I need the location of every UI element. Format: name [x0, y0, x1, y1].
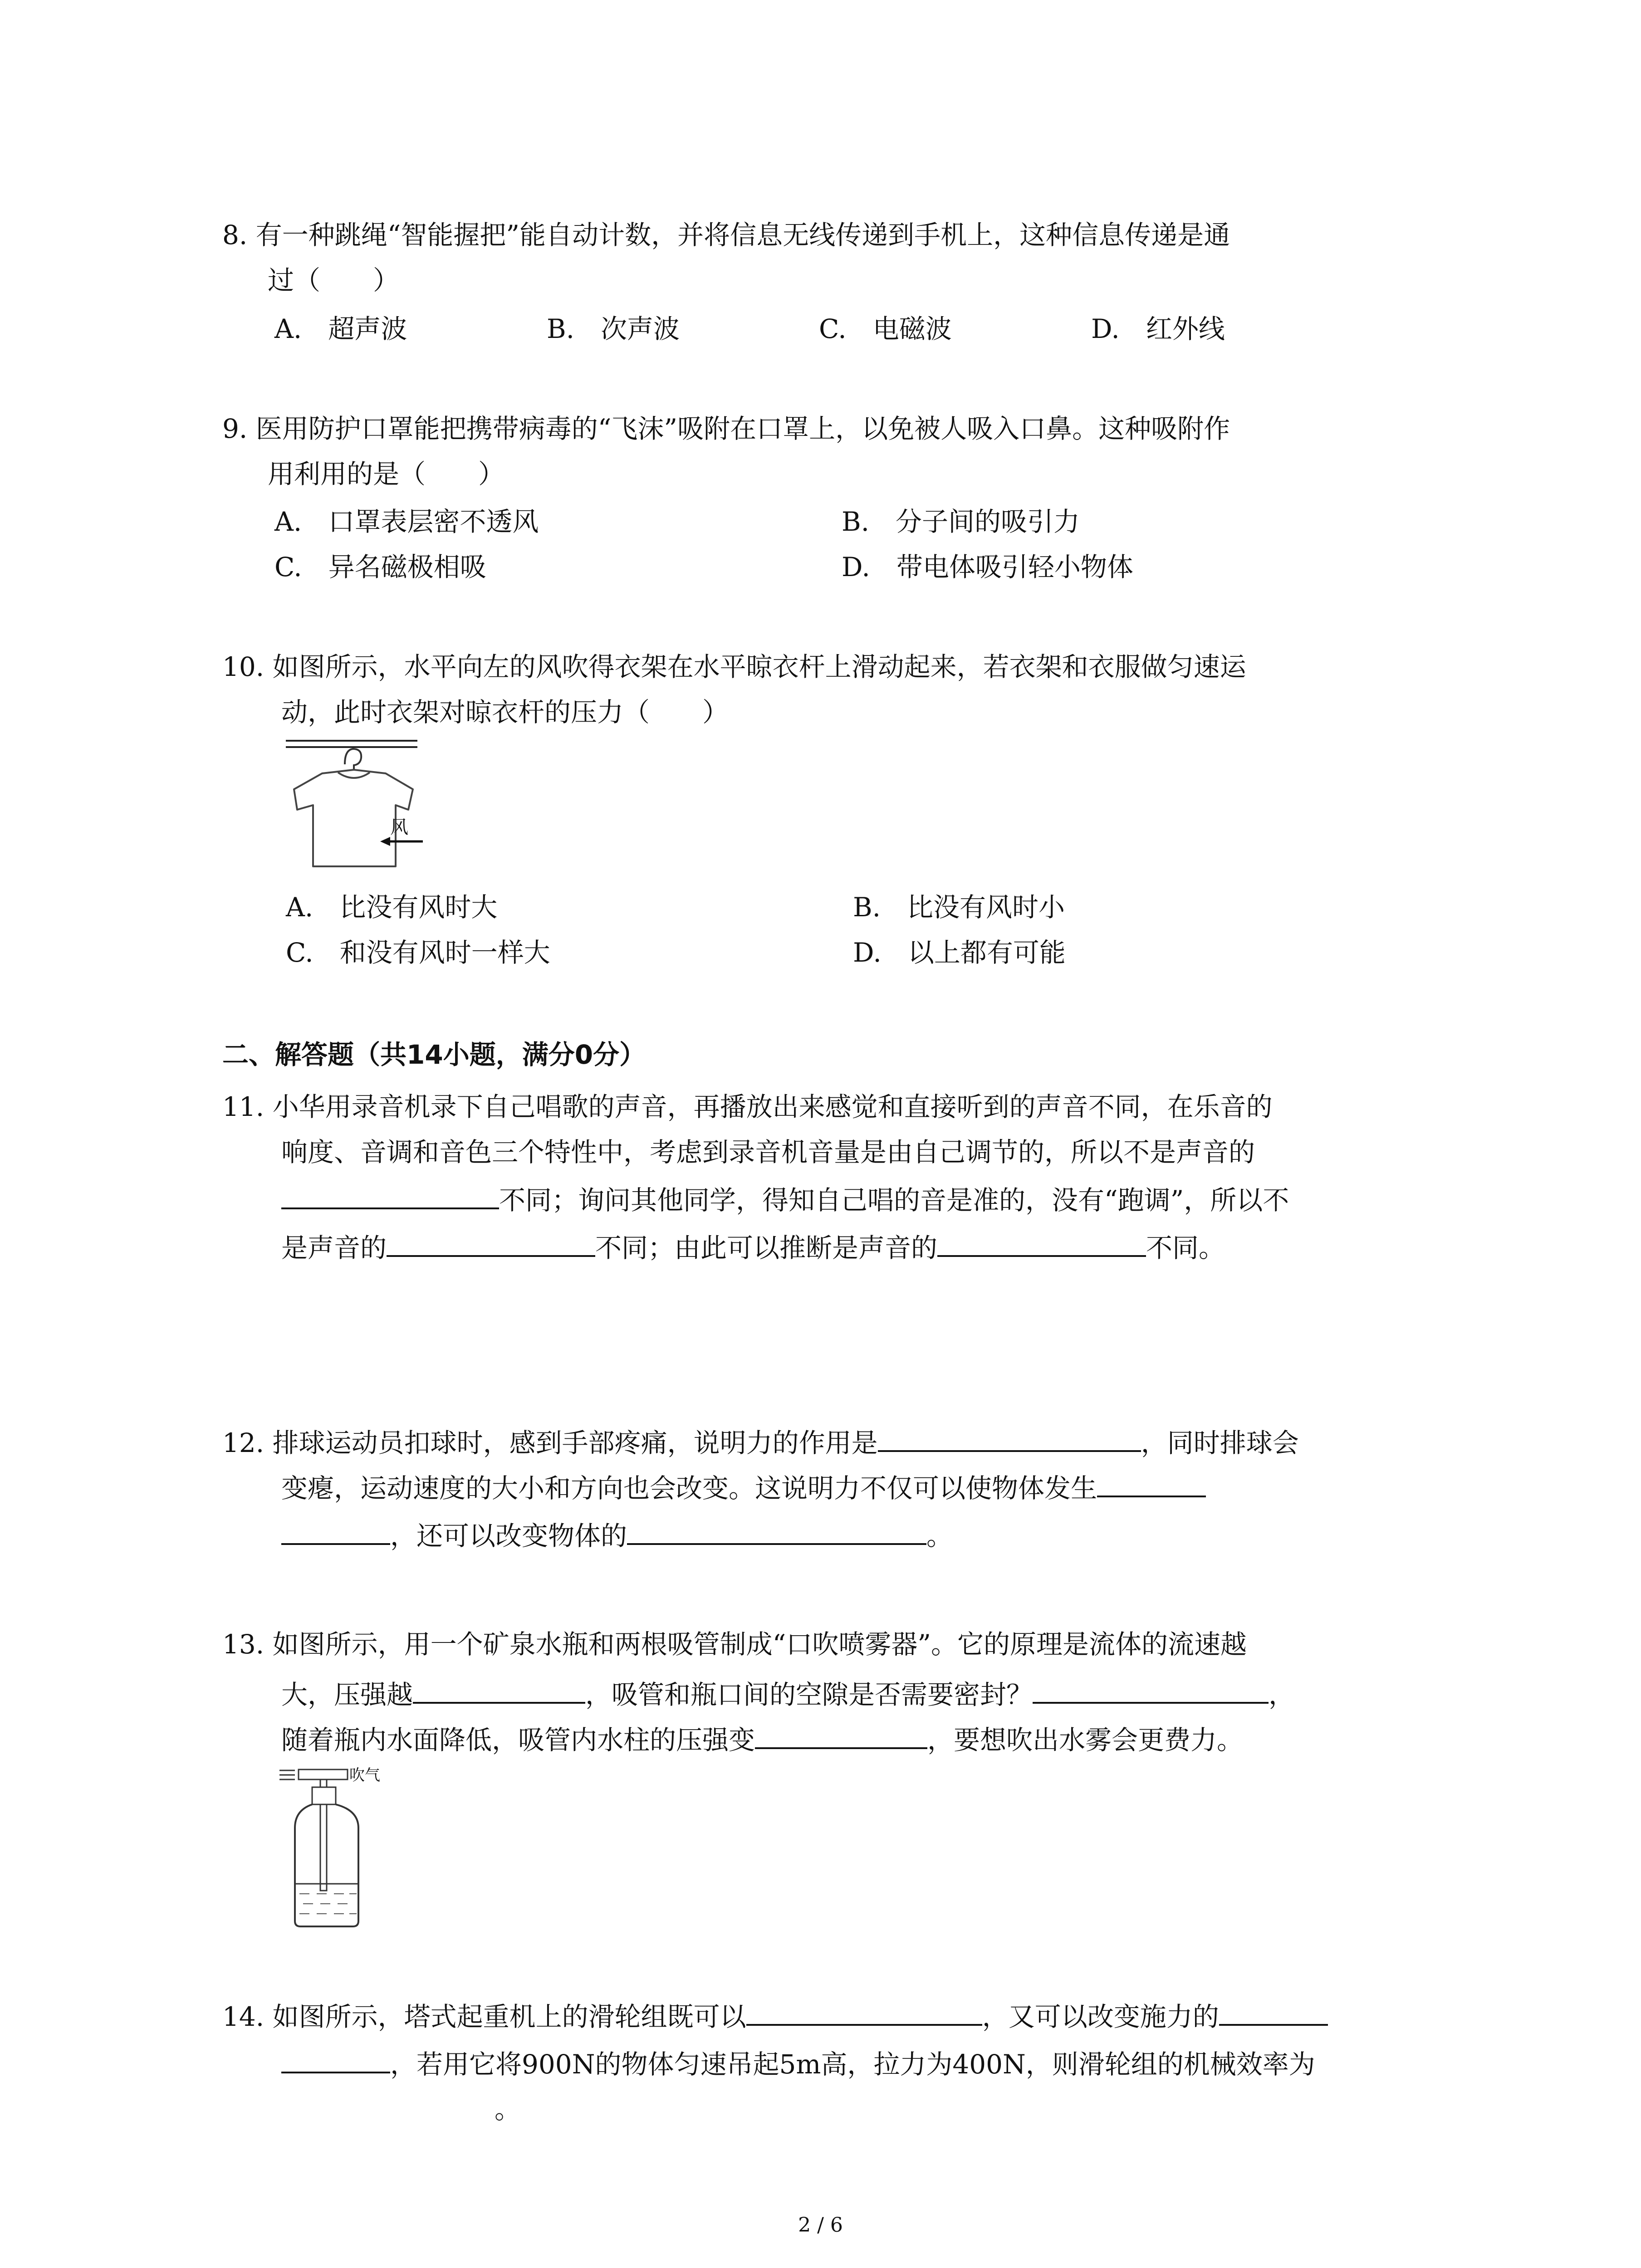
q11-stem-line2: 响度、音调和音色三个特性中，考虑到录音机音量是由自己调节的，所以不是声音的 — [281, 1137, 1255, 1168]
q13-stem-line3 — [281, 1719, 1243, 1758]
q13-blank-2[interactable] — [1033, 1674, 1269, 1704]
q13-text-3b: ，要想吹出水雾会更费力。 — [927, 1725, 1244, 1755]
q14-blank-2b[interactable] — [281, 2043, 390, 2073]
q11-text-4a: 是声音的 — [281, 1232, 387, 1263]
q8-stem-line2: 过（ ） — [268, 265, 400, 296]
q11-blank-2[interactable] — [387, 1227, 595, 1257]
q12-blank-2b[interactable] — [281, 1515, 390, 1545]
q11-text-3b: 不同；询问其他同学，得知自己唱的音是准的，没有“跑调”，所以不 — [499, 1185, 1289, 1216]
q10-option-c[interactable]: C. 和没有风时一样大 — [286, 937, 550, 968]
q9-option-b[interactable]: B. 分子间的吸引力 — [842, 506, 1080, 537]
q9-option-a[interactable]: A. 口罩表层密不透风 — [274, 506, 539, 537]
q11-stem-line3 — [281, 1179, 1289, 1218]
q9-stem-line2: 用利用的是（ ） — [268, 459, 505, 489]
q10-option-d[interactable]: D. 以上都有可能 — [853, 937, 1066, 968]
q14-text-1b: ，又可以改变施力的 — [982, 2001, 1219, 2032]
q8-option-b[interactable]: B. 次声波 — [547, 313, 680, 344]
q8-option-c[interactable]: C. 电磁波 — [819, 313, 952, 344]
q11-text-4c: 不同。 — [1146, 1232, 1225, 1263]
q13-text-2c: ， — [1269, 1679, 1295, 1710]
q14-stem-line1 — [222, 1996, 1328, 2035]
q9-stem-line1: 9. 医用防护口罩能把携带病毒的“飞沫”吸附在口罩上，以免被人吸入口鼻。这种吸附作 — [222, 413, 1230, 444]
q12-text-1a: 12. 排球运动员扣球时，感到手部疼痛，说明力的作用是 — [222, 1427, 878, 1458]
q12-text-3b: ，还可以改变物体的 — [390, 1520, 627, 1551]
q13-figure-sprayer — [277, 1767, 413, 1930]
q12-blank-3[interactable] — [627, 1515, 926, 1545]
q9-option-c[interactable]: C. 异名磁极相吸 — [274, 552, 486, 582]
q14-blank-1[interactable] — [746, 1996, 982, 2026]
q12-stem-line1 — [222, 1422, 1299, 1461]
section-2-heading: 二、解答题（共14小题，满分0分） — [222, 1039, 646, 1070]
q10-stem-line2: 动，此时衣架对晾衣杆的压力（ ） — [281, 697, 729, 728]
q11-blank-1[interactable] — [281, 1179, 499, 1209]
q11-blank-3[interactable] — [937, 1227, 1146, 1257]
q12-blank-2a[interactable] — [1097, 1467, 1206, 1497]
q13-text-3a: 随着瓶内水面降低，吸管内水柱的压强变 — [281, 1725, 755, 1755]
q13-stem-line1: 13. 如图所示，用一个矿泉水瓶和两根吸管制成“口吹喷雾器”。它的原理是流体的流速越 — [222, 1629, 1247, 1660]
q14-text-1a: 14. 如图所示，塔式起重机上的滑轮组既可以 — [222, 2001, 746, 2032]
q10-figure-wind-label: 风 — [390, 817, 408, 838]
q12-text-3c: 。 — [926, 1520, 953, 1551]
q10-option-a[interactable]: A. 比没有风时大 — [286, 892, 498, 923]
q13-blank-1[interactable] — [413, 1674, 585, 1704]
q11-stem-line1: 11. 小华用录音机录下自己唱歌的声音，再播放出来感觉和直接听到的声音不同，在乐音的 — [222, 1091, 1273, 1122]
q11-text-4b: 不同；由此可以推断是声音的 — [595, 1232, 938, 1263]
q12-stem-line2 — [281, 1467, 1206, 1506]
q12-text-1b: ，同时排球会 — [1141, 1427, 1299, 1458]
q11-stem-line4 — [281, 1227, 1225, 1266]
q14-text-2b: ，若用它将900N的物体匀速吊起5m高，拉力为400N，则滑轮组的机械效率为 — [390, 2049, 1315, 2080]
q10-figure-shirt — [277, 733, 426, 887]
q13-stem-line2 — [281, 1674, 1295, 1713]
q14-stem-line3: 。 — [495, 2094, 521, 2125]
q13-blank-3[interactable] — [755, 1719, 927, 1749]
page-number: 2 / 6 — [798, 2214, 843, 2237]
q8-option-d[interactable]: D. 红外线 — [1091, 313, 1225, 344]
q10-stem-line1: 10. 如图所示，水平向左的风吹得衣架在水平晾衣杆上滑动起来，若衣架和衣服做匀速运 — [222, 651, 1246, 682]
q14-blank-2a[interactable] — [1219, 1996, 1328, 2026]
q12-stem-line3 — [281, 1515, 953, 1554]
q8-stem-line1: 8. 有一种跳绳“智能握把”能自动计数，并将信息无线传递到手机上，这种信息传递是通 — [222, 220, 1230, 250]
q13-text-2b: ，吸管和瓶口间的空隙是否需要密封？ — [585, 1679, 1033, 1710]
q12-blank-1[interactable] — [878, 1422, 1141, 1452]
q10-option-b[interactable]: B. 比没有风时小 — [853, 892, 1065, 923]
q13-figure-blow-label: 吹气 — [349, 1767, 380, 1784]
q8-option-a[interactable]: A. 超声波 — [274, 313, 407, 344]
q13-text-2a: 大，压强越 — [281, 1679, 413, 1710]
q14-stem-line2 — [281, 2043, 1315, 2082]
q9-option-d[interactable]: D. 带电体吸引轻小物体 — [842, 552, 1133, 582]
q12-text-2: 变瘪，运动速度的大小和方向也会改变。这说明力不仅可以使物体发生 — [281, 1473, 1097, 1504]
